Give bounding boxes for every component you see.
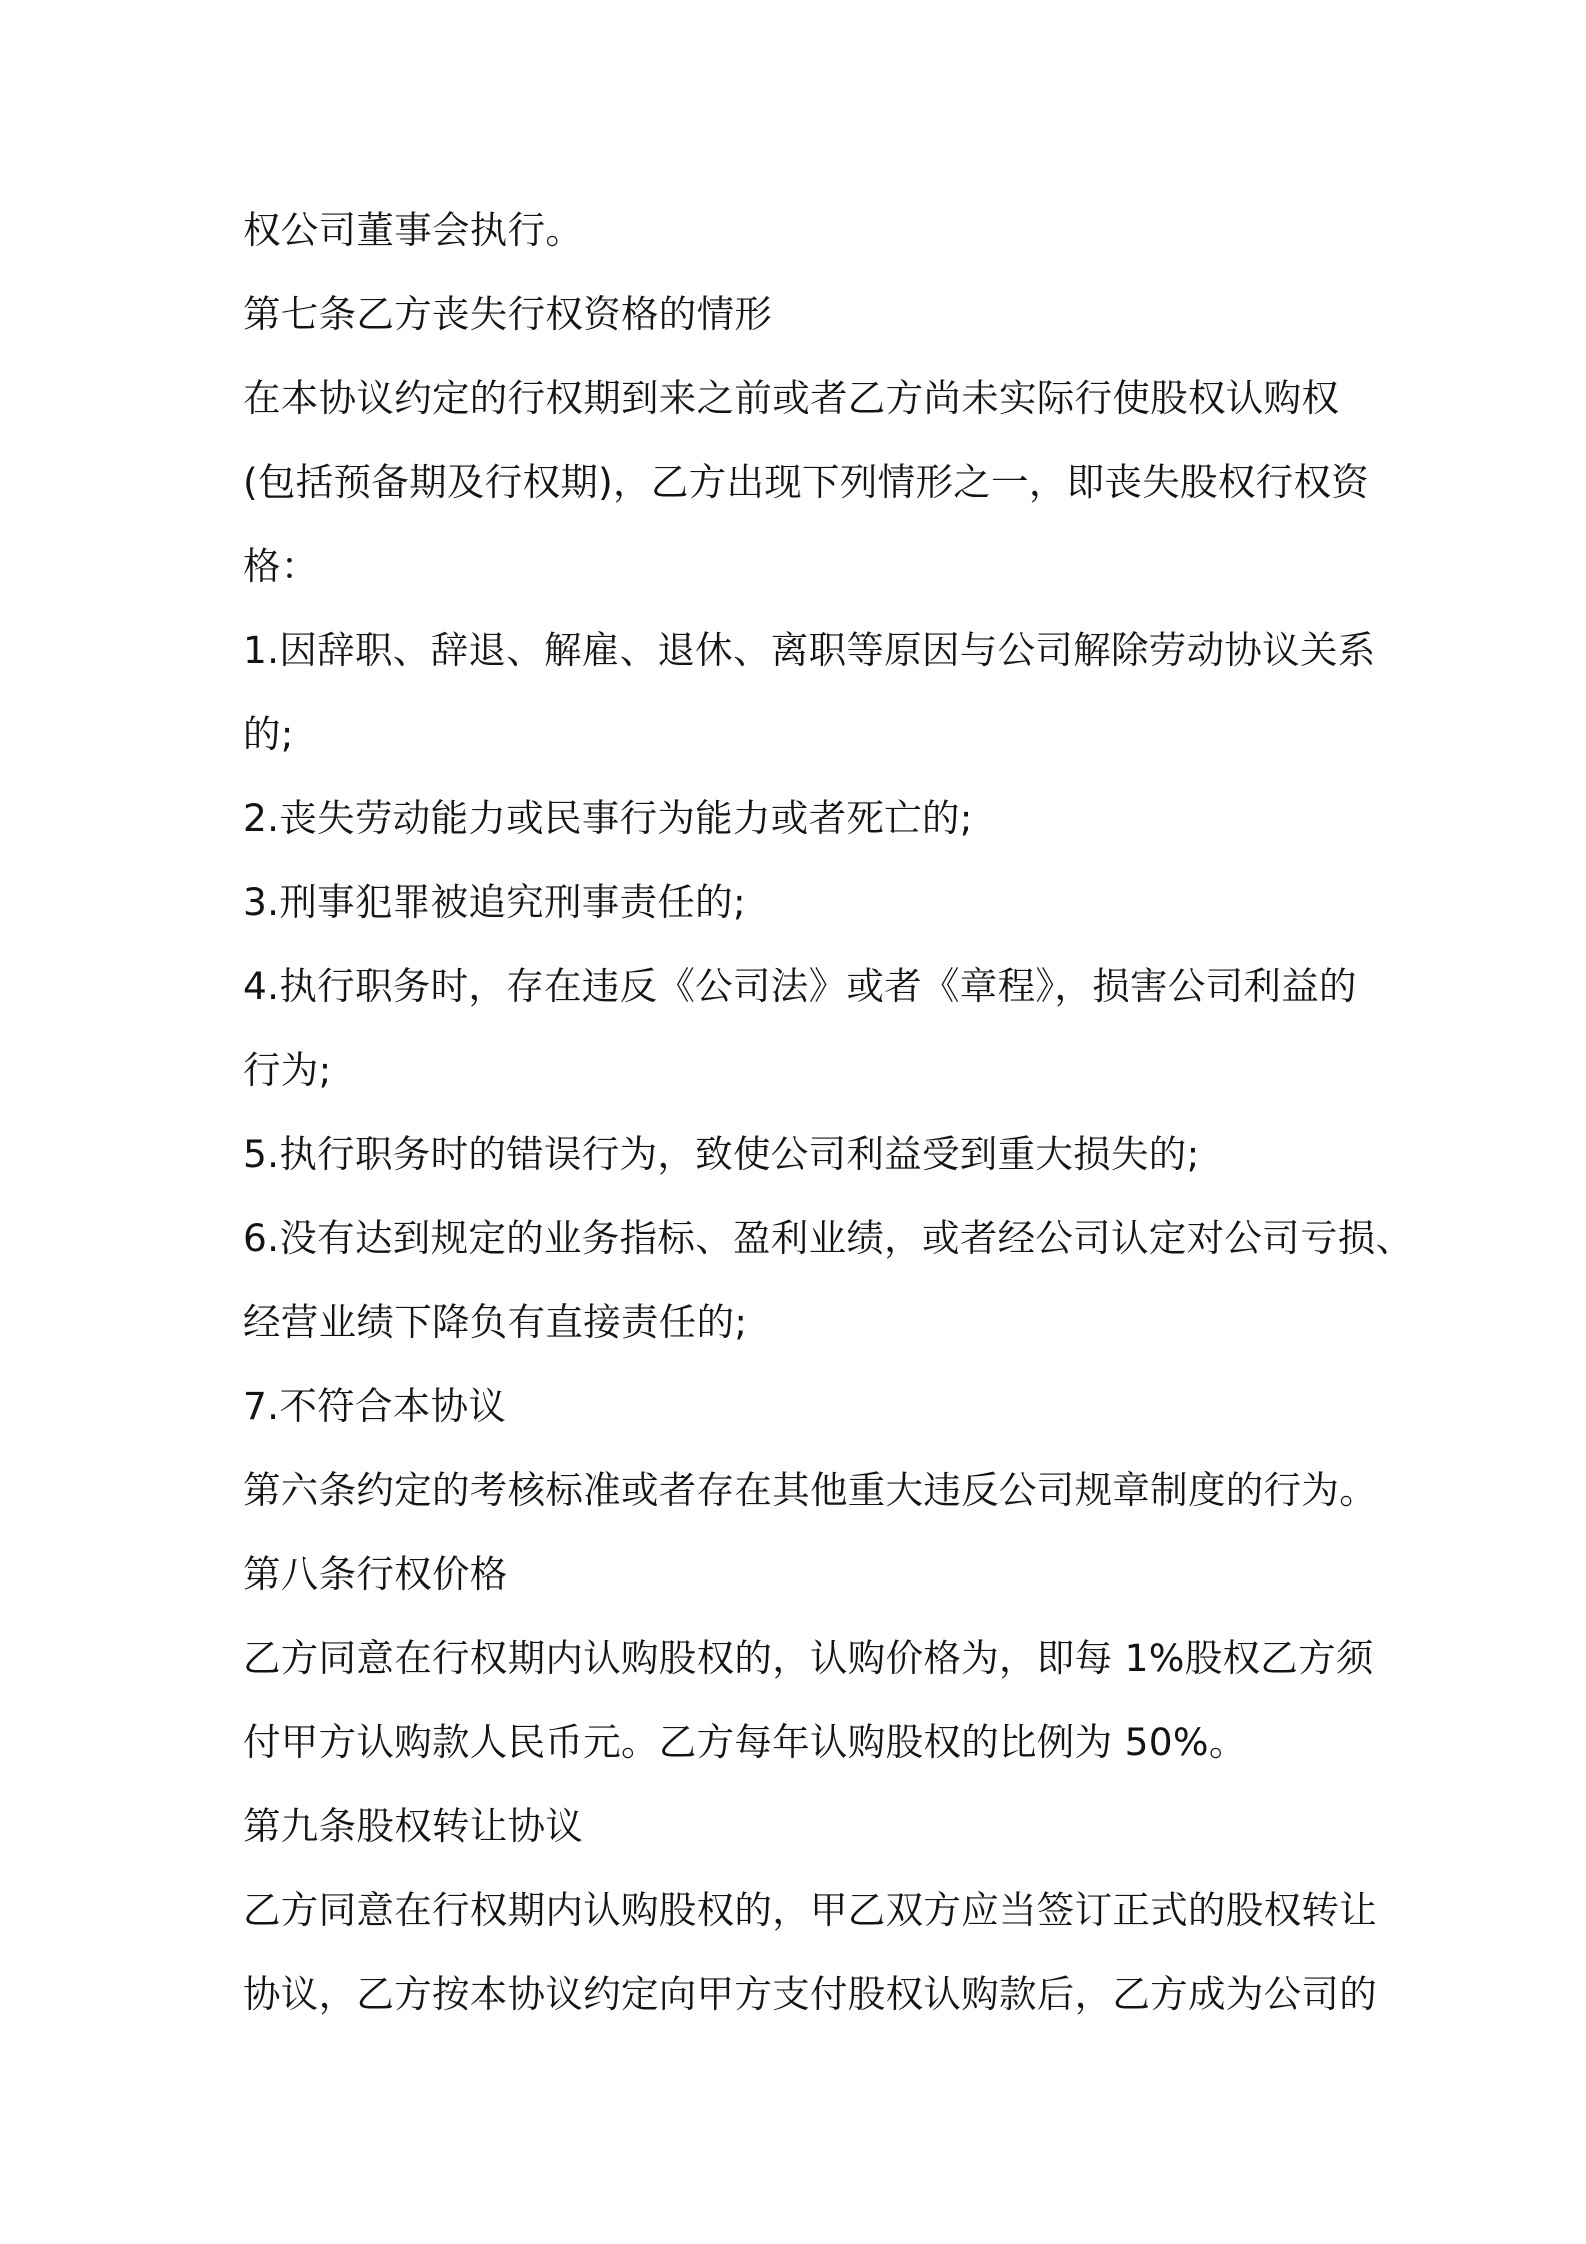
text-line: (包括预备期及行权期)，乙方出现下列情形之一，即丧失股权行权资 [243,460,1370,504]
list-item: 1.因辞职、辞退、解雇、退休、离职等原因与公司解除劳动协议关系 [243,628,1376,672]
text-line: 协议，乙方按本协议约定向甲方支付股权认购款后，乙方成为公司的 [243,1972,1377,2016]
section-heading-article-9: 第九条股权转让协议 [243,1804,584,1848]
text-line: 权公司董事会执行。 [243,208,584,252]
text-line: 乙方同意在行权期内认购股权的，甲乙双方应当签订正式的股权转让 [243,1888,1377,1932]
text-line: 乙方同意在行权期内认购股权的，认购价格为，即每 1%股权乙方须 [243,1636,1374,1680]
text-line: 格： [243,544,319,588]
text-line: 第六条约定的考核标准或者存在其他重大违反公司规章制度的行为。 [243,1468,1377,1512]
list-item: 7.不符合本协议 [243,1384,507,1428]
list-item: 5.执行职务时的错误行为，致使公司利益受到重大损失的; [243,1132,1200,1176]
contract-text [243,196,1414,2044]
list-item: 经营业绩下降负有直接责任的; [243,1300,748,1344]
section-heading-article-7: 第七条乙方丧失行权资格的情形 [243,292,773,336]
list-item: 的; [243,712,294,756]
list-item: 行为; [243,1048,332,1092]
section-heading-article-8: 第八条行权价格 [243,1552,508,1596]
text-line: 在本协议约定的行权期到来之前或者乙方尚未实际行使股权认购权 [243,376,1340,420]
text-line: 付甲方认购款人民币元。乙方每年认购股权的比例为 50%。 [243,1720,1247,1764]
list-item: 3.刑事犯罪被追究刑事责任的; [243,880,746,924]
list-item: 6.没有达到规定的业务指标、盈利业绩，或者经公司认定对公司亏损、 [243,1216,1414,1260]
list-item: 2.丧失劳动能力或民事行为能力或者死亡的; [243,796,973,840]
list-item: 4.执行职务时，存在违反《公司法》或者《章程》，损害公司利益的 [243,964,1357,1008]
